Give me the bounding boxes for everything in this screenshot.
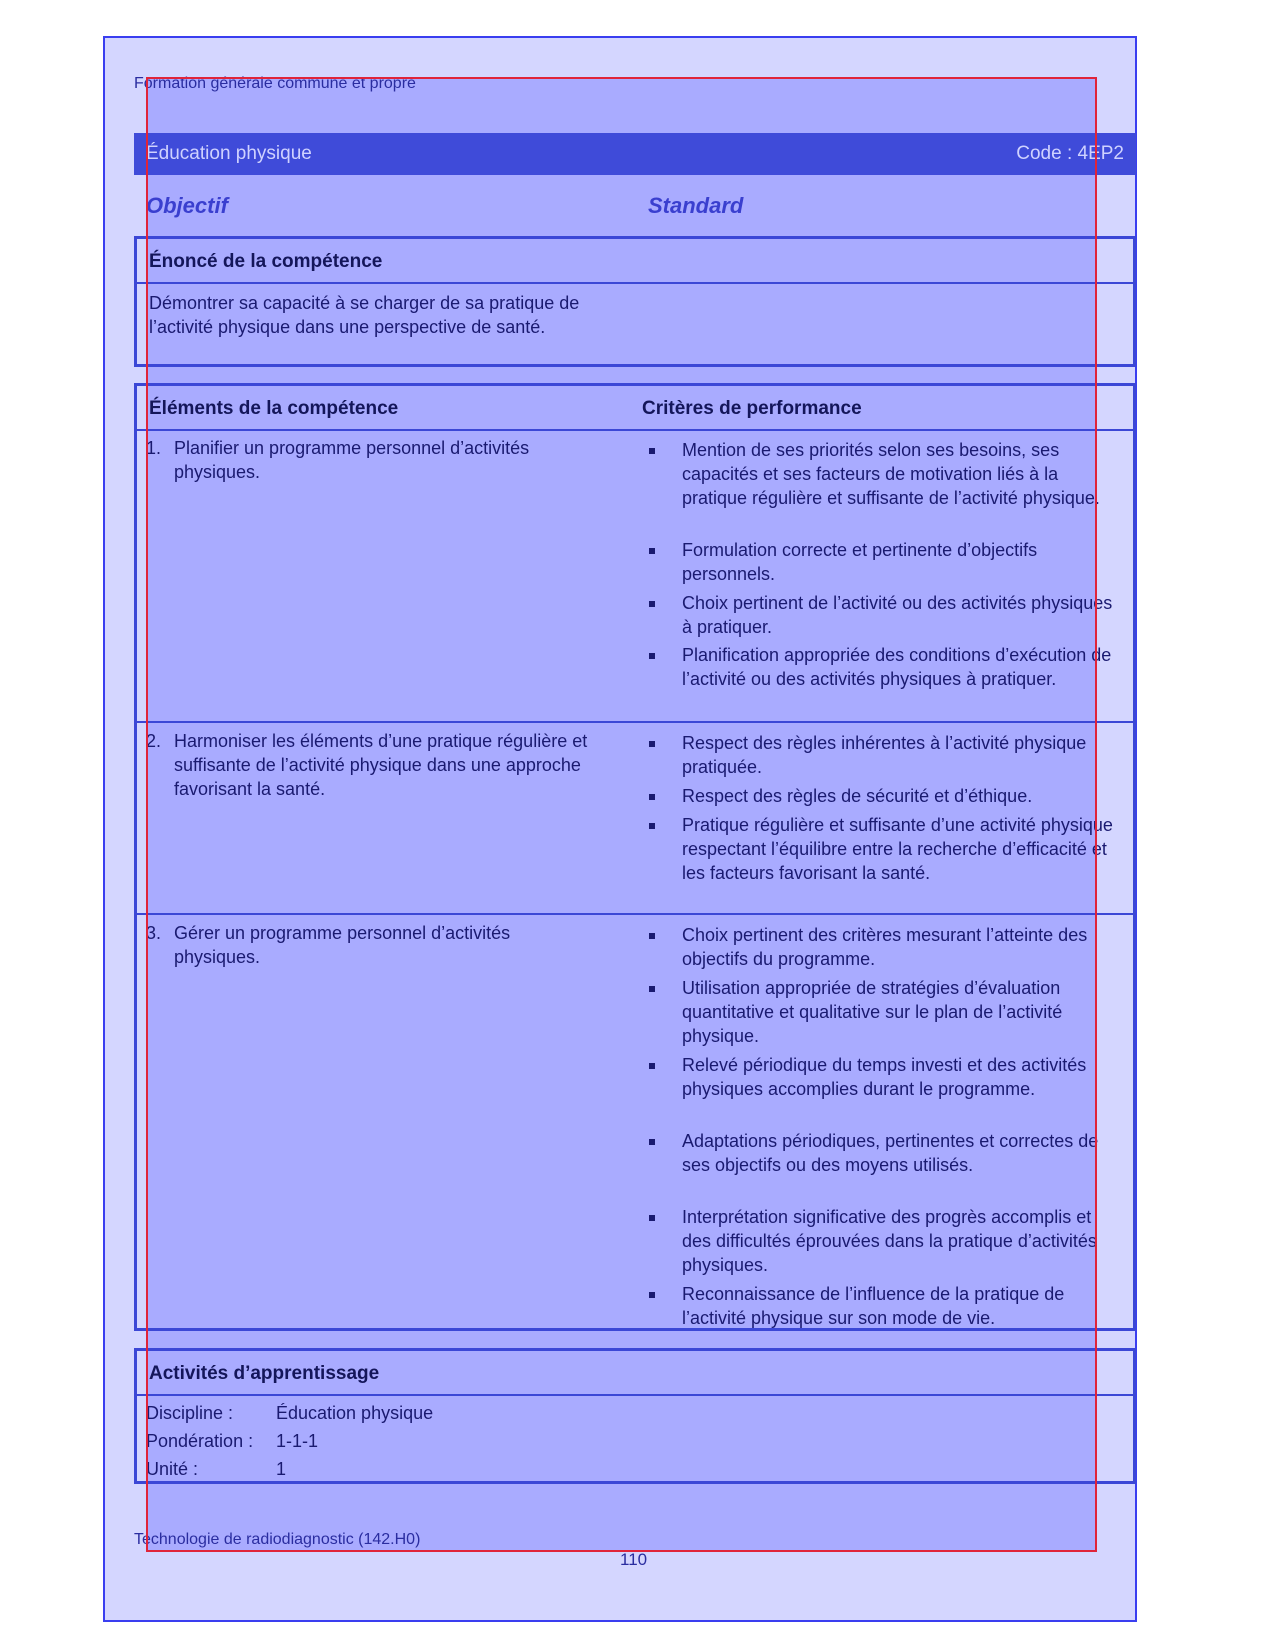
criteres-header: Critères de performance	[642, 398, 862, 419]
running-header: Formation générale commune et propre	[134, 75, 416, 92]
discipline-value: Éducation physique	[276, 1403, 434, 1423]
bullet-icon	[649, 823, 655, 829]
criterion: Formulation correcte et pertinente d’objectifs personnels.	[682, 540, 1038, 584]
criterion: Choix pertinent des critères mesurant l’atteinte des objectifs du programme.	[682, 925, 1088, 969]
criterion: Utilisation appropriée de stratégies d’évaluation quantitative et qualitative sur le plan de l’activité physique.	[682, 978, 1063, 1046]
divider	[137, 913, 1133, 915]
unite-label: Unité :	[146, 1459, 199, 1479]
bullet-icon	[649, 1292, 655, 1298]
enonce-text: Démontrer sa capacité à se charger de sa pratique de l’activité physique dans une perspective de santé.	[149, 293, 580, 337]
bullet-icon	[649, 794, 655, 800]
elements-header: Éléments de la compétence	[149, 398, 399, 419]
criterion: Mention de ses priorités selon ses besoins, ses capacités et ses facteurs de motivation liés à la pratique régulière et suffisante de l’activité physique.	[682, 440, 1100, 508]
divider	[137, 429, 1133, 431]
bullet-icon	[649, 653, 655, 659]
divider	[137, 721, 1133, 723]
bullet-icon	[649, 448, 655, 454]
enonce-title: Énoncé de la compétence	[149, 251, 383, 272]
divider	[137, 282, 1133, 284]
criterion: Reconnaissance de l’influence de la pratique de l’activité physique sur son mode de vie.	[682, 1284, 1065, 1328]
ponderation-value: 1-1-1	[276, 1431, 319, 1451]
criterion: Adaptations périodiques, pertinentes et correctes de ses objectifs ou des moyens utilisés.	[682, 1131, 1099, 1175]
bullet-icon	[649, 1215, 655, 1221]
criterion: Planification appropriée des conditions d’exécution de l’activité ou des activités physiques à pratiquer.	[682, 645, 1112, 689]
course-title: Éducation physique	[146, 143, 312, 164]
course-title-bar	[134, 133, 1136, 175]
element-text: Harmoniser les éléments d’une pratique régulière et suffisante de l’activité physique dans une approche favorisant la santé.	[174, 731, 588, 799]
activites-title: Activités d’apprentissage	[149, 1363, 380, 1384]
element-text: Gérer un programme personnel d’activités physiques.	[174, 923, 511, 967]
bullet-icon	[649, 1063, 655, 1069]
element-number: 1.	[146, 438, 162, 458]
unite-row	[146, 1459, 286, 1480]
course-code: Code : 4EP2	[1016, 143, 1124, 164]
running-footer: Technologie de radiodiagnostic (142.H0)	[134, 1531, 421, 1548]
element-number: 2.	[146, 731, 162, 751]
standard-heading: Standard	[648, 193, 744, 218]
discipline-row	[146, 1403, 433, 1424]
page-number: 110	[620, 1550, 648, 1569]
bullet-icon	[649, 548, 655, 554]
objectif-heading: Objectif	[146, 193, 228, 218]
bullet-icon	[649, 986, 655, 992]
element-number: 3.	[146, 923, 162, 943]
divider	[137, 1394, 1133, 1396]
unite-value: 1	[276, 1459, 287, 1479]
enonce-box	[134, 236, 1136, 367]
criterion: Respect des règles de sécurité et d’éthique.	[682, 786, 1033, 806]
criterion: Pratique régulière et suffisante d’une activité physique respectant l’équilibre entre la recherche d’efficacité et les facteurs favorisant la santé.	[682, 815, 1113, 883]
criterion: Respect des règles inhérentes à l’activité physique pratiquée.	[682, 733, 1087, 777]
bullet-icon	[649, 601, 655, 607]
bullet-icon	[649, 1139, 655, 1145]
bullet-icon	[649, 741, 655, 747]
criterion: Choix pertinent de l’activité ou des activités physiques à pratiquer.	[682, 593, 1113, 637]
criterion: Interprétation significative des progrès accomplis et des difficultés éprouvées dans la pratique d’activités physiques.	[682, 1207, 1097, 1275]
element-text: Planifier un programme personnel d’activités physiques.	[174, 438, 530, 482]
criterion: Relevé périodique du temps investi et des activités physiques accomplies durant le programme.	[682, 1055, 1087, 1099]
discipline-label: Discipline :	[146, 1403, 234, 1423]
bullet-icon	[649, 933, 655, 939]
ponderation-label: Pondération :	[146, 1431, 254, 1451]
ponderation-row	[146, 1431, 318, 1452]
